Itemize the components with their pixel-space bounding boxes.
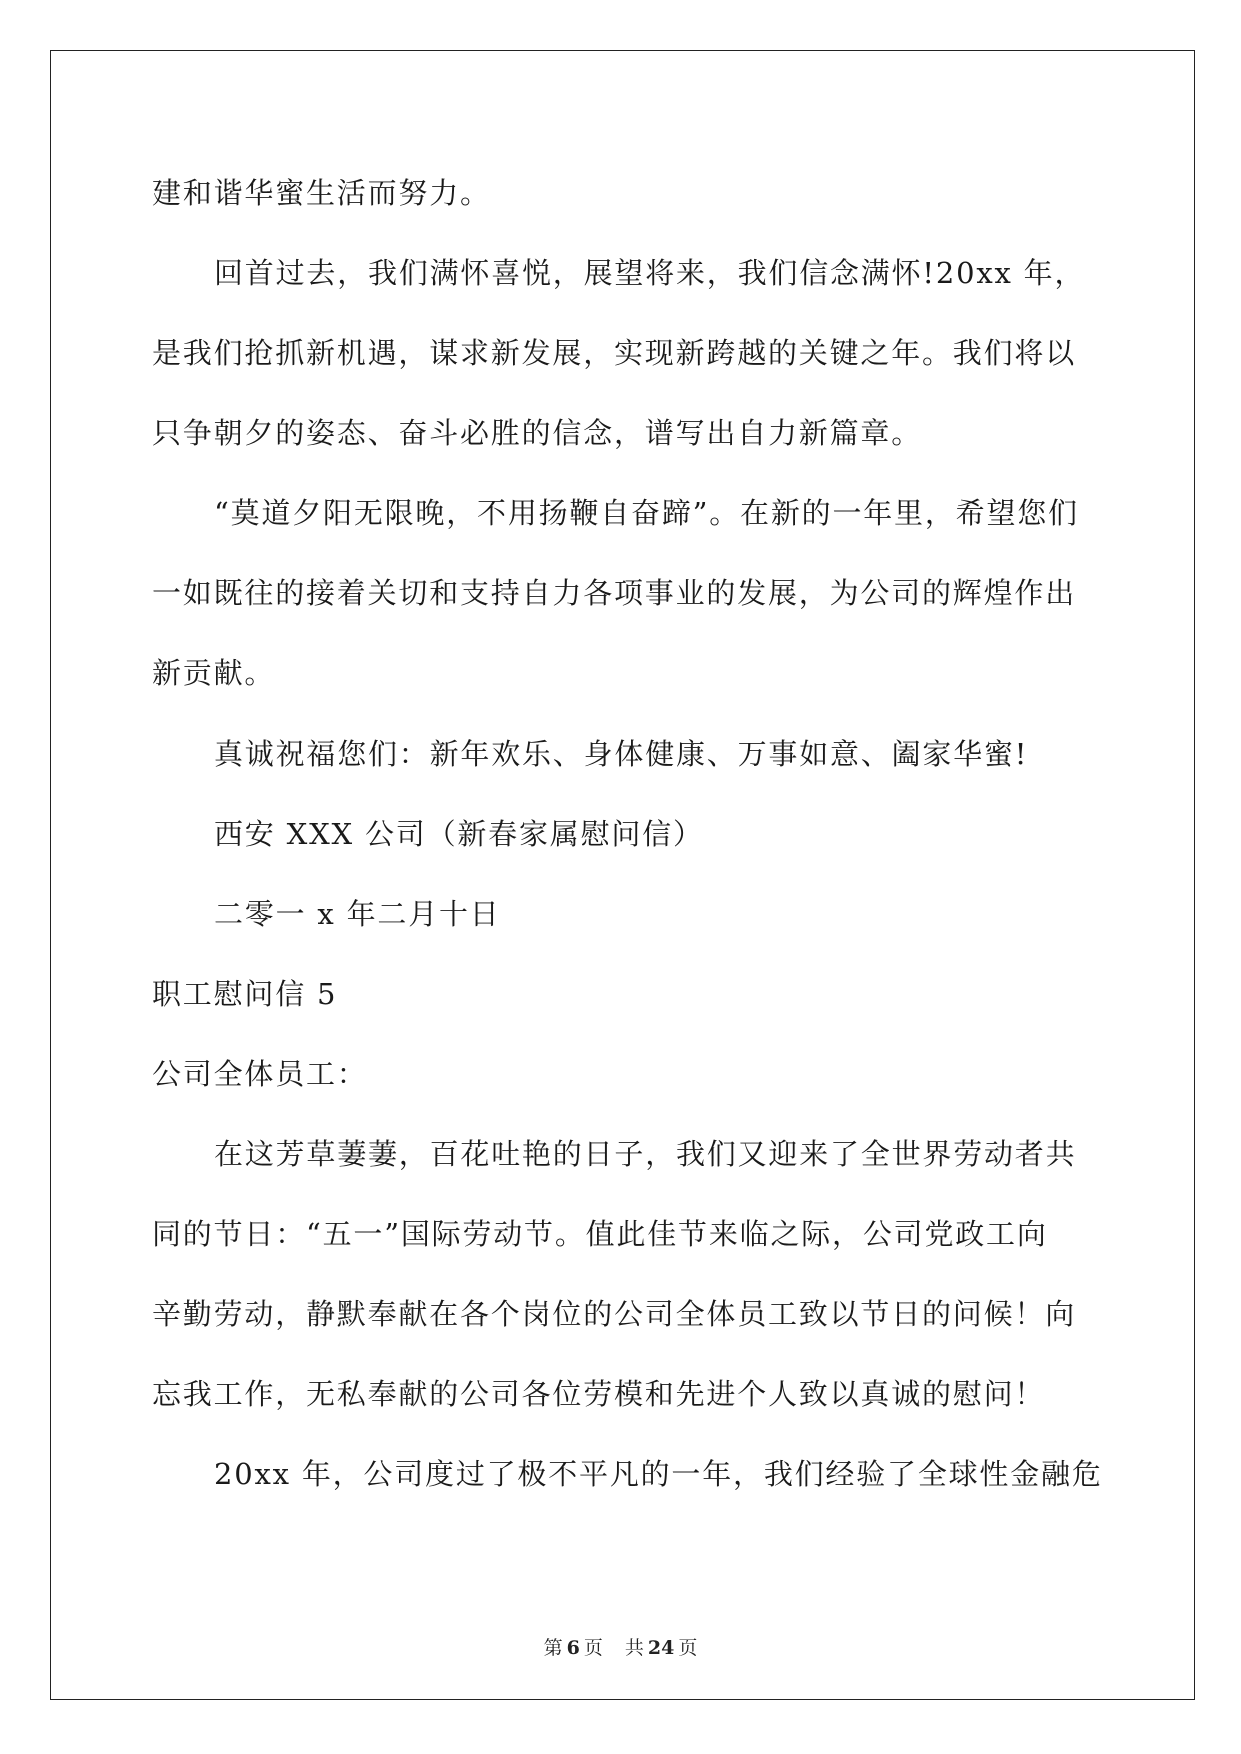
salutation: 公司全体员工：	[152, 1057, 368, 1091]
total-prefix: 共	[624, 1637, 644, 1659]
total-suffix: 页	[678, 1637, 698, 1659]
text-line: 忘我工作，无私奉献的公司各位劳模和先进个人致以真诚的慰问！	[152, 1377, 1046, 1411]
text-line: 20xx 年，公司度过了极不平凡的一年，我们经验了全球性金融危	[214, 1457, 1103, 1491]
page-total: 24	[647, 1637, 675, 1659]
text-line: 一如既往的接着关切和支持自力各项事业的发展，为公司的辉煌作出	[152, 576, 1077, 610]
page-border	[50, 50, 1195, 1700]
text-line: 真诚祝福您们：新年欢乐、身体健康、万事如意、阖家华蜜!	[214, 737, 1029, 771]
text-line: 辛勤劳动，静默奉献在各个岗位的公司全体员工致以节日的问候！向	[152, 1297, 1077, 1331]
text-line: 新贡献。	[152, 656, 276, 690]
text-line: 建和谐华蜜生活而努力。	[152, 176, 491, 210]
signature-date: 二零一 x 年二月十日	[214, 897, 501, 931]
text-line: 是我们抢抓新机遇，谋求新发展，实现新跨越的关键之年。我们将以	[152, 336, 1077, 370]
page-suffix: 页	[583, 1637, 603, 1659]
text-line: 在这芳草萋萋，百花吐艳的日子，我们又迎来了全世界劳动者共	[214, 1137, 1077, 1171]
page-prefix: 第	[543, 1637, 563, 1659]
text-line: 只争朝夕的姿态、奋斗必胜的信念，谱写出自力新篇章。	[152, 416, 923, 450]
text-line: “莫道夕阳无限晚，不用扬鞭自奋蹄”。在新的一年里，希望您们	[214, 496, 1079, 530]
text-line: 同的节日：“五一”国际劳动节。值此佳节来临之际，公司党政工向	[152, 1217, 1048, 1251]
text-line: 回首过去，我们满怀喜悦，展望将来，我们信念满怀!20xx 年，	[214, 256, 1086, 290]
section-heading: 职工慰问信 5	[152, 977, 338, 1011]
page-number: 6	[566, 1637, 580, 1659]
page-footer	[0, 1636, 1241, 1660]
signature-company: 西安 XXX 公司（新春家属慰问信）	[214, 817, 704, 851]
